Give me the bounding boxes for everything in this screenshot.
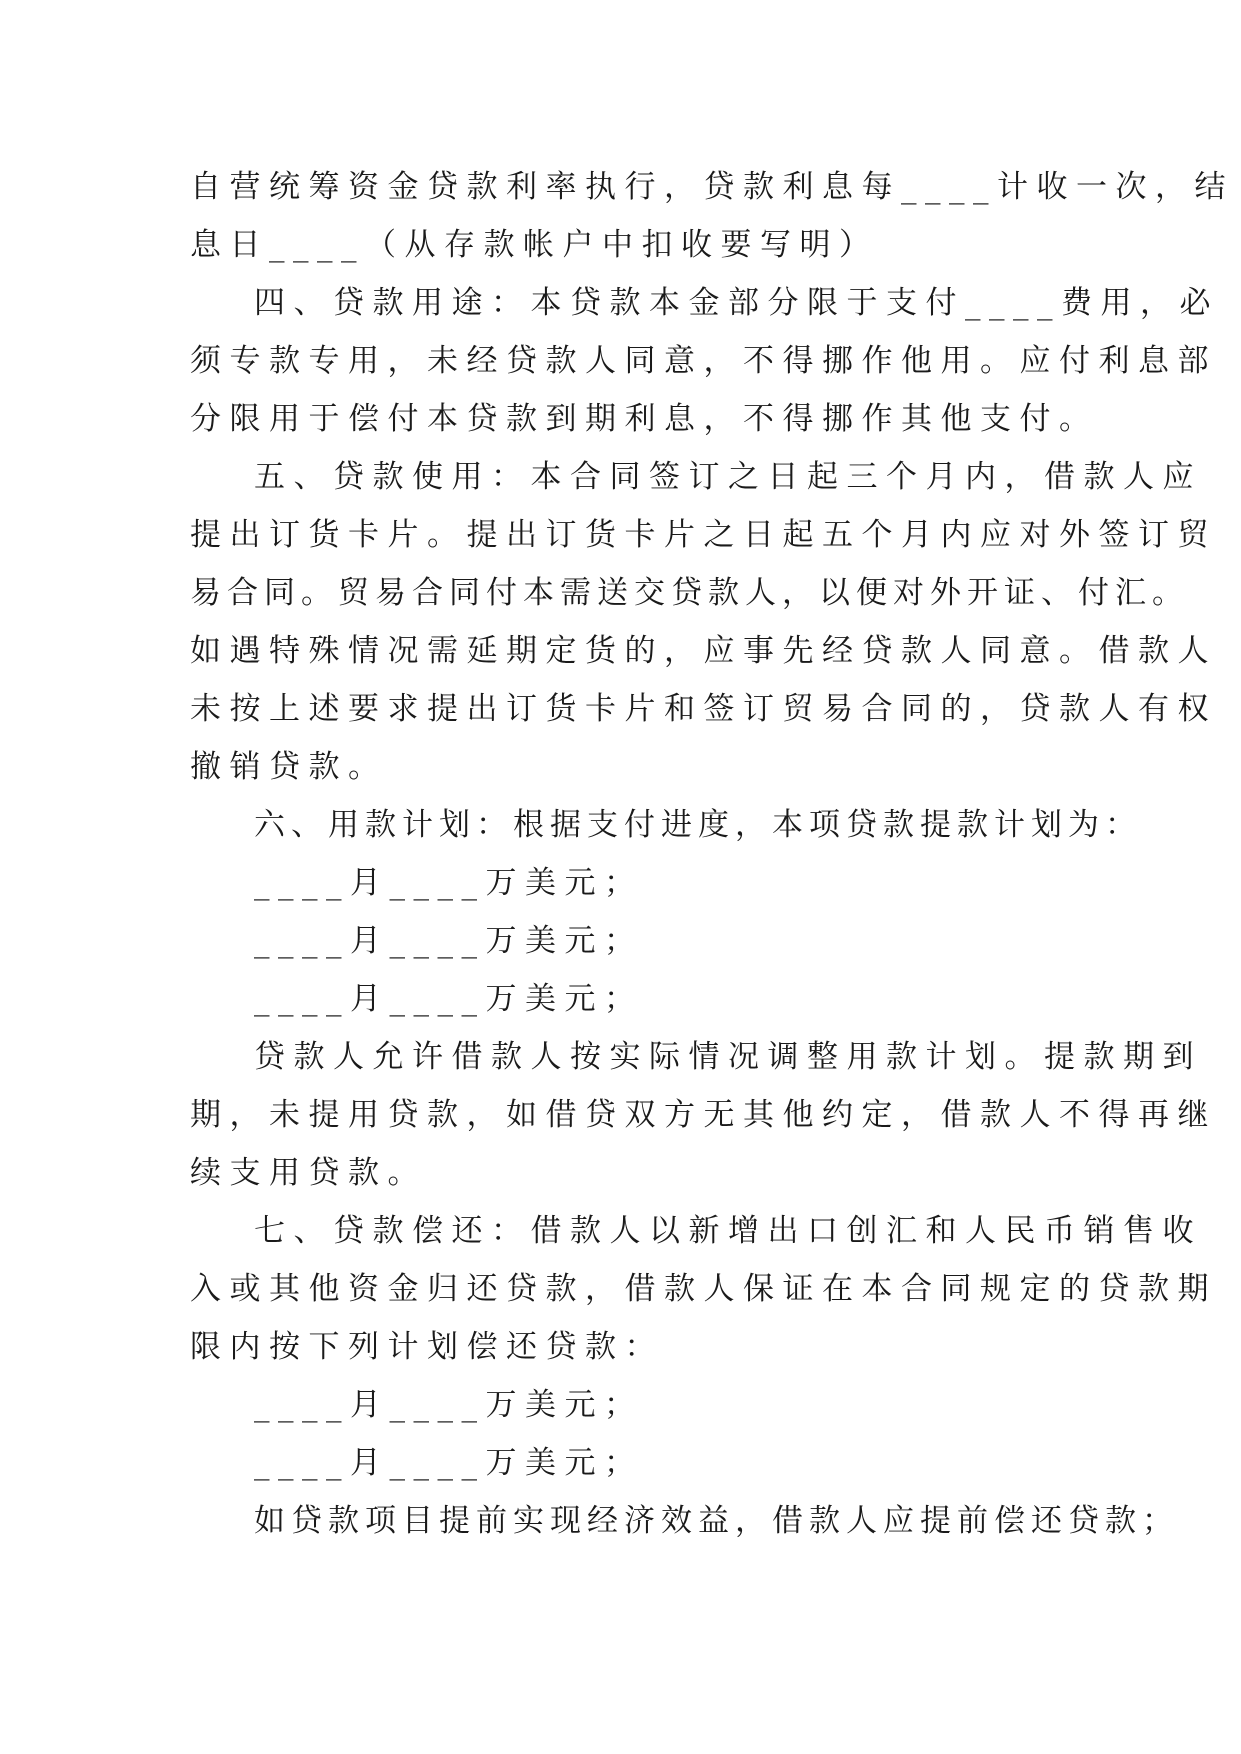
section-heading-line: 五、贷款使用：本合同签订之日起三个月内，借款人应 xyxy=(254,459,1202,495)
plan-entry: ____月____万美元； xyxy=(254,981,644,1017)
paragraph-start-line: 如贷款项目提前实现经济效益，借款人应提前偿还贷款； xyxy=(254,1503,1179,1539)
text-line: 息日____（从存款帐户中扣收要写明） xyxy=(190,227,879,263)
text-line: 易合同。贸易合同付本需送交贷款人，以便对外开证、付汇。 xyxy=(190,575,1189,611)
text-line: 撤销贷款。 xyxy=(190,749,388,785)
text-line: 入或其他资金归还贷款，借款人保证在本合同规定的贷款期 xyxy=(190,1271,1217,1307)
text-line: 限内按下列计划偿还贷款： xyxy=(190,1329,664,1365)
section-heading-line: 六、用款计划：根据支付进度，本项贷款提款计划为： xyxy=(254,807,1142,843)
plan-entry: ____月____万美元； xyxy=(254,923,644,959)
document-body xyxy=(190,158,1234,1550)
section-heading-line: 四、贷款用途：本贷款本金部分限于支付____费用，必 xyxy=(254,285,1219,321)
text-line: 期，未提用贷款，如借贷双方无其他约定，借款人不得再继 xyxy=(190,1097,1217,1133)
plan-entry: ____月____万美元； xyxy=(254,865,644,901)
text-line: 提出订货卡片。提出订货卡片之日起五个月内应对外签订贸 xyxy=(190,517,1217,553)
text-line: 如遇特殊情况需延期定货的，应事先经贷款人同意。借款人 xyxy=(190,633,1217,669)
paragraph-start-line: 贷款人允许借款人按实际情况调整用款计划。提款期到 xyxy=(254,1039,1202,1075)
plan-entry: ____月____万美元； xyxy=(254,1445,644,1481)
text-line: 须专款专用，未经贷款人同意，不得挪作他用。应付利息部 xyxy=(190,343,1217,379)
text-line: 未按上述要求提出订货卡片和签订贸易合同的，贷款人有权 xyxy=(190,691,1217,727)
section-heading-line: 七、贷款偿还：借款人以新增出口创汇和人民币销售收 xyxy=(254,1213,1202,1249)
text-line: 分限用于偿付本贷款到期利息，不得挪作其他支付。 xyxy=(190,401,1099,437)
plan-entry: ____月____万美元； xyxy=(254,1387,644,1423)
text-line: 续支用贷款。 xyxy=(190,1155,427,1191)
text-line: 自营统筹资金贷款利率执行，贷款利息每____计收一次，结 xyxy=(190,169,1234,205)
